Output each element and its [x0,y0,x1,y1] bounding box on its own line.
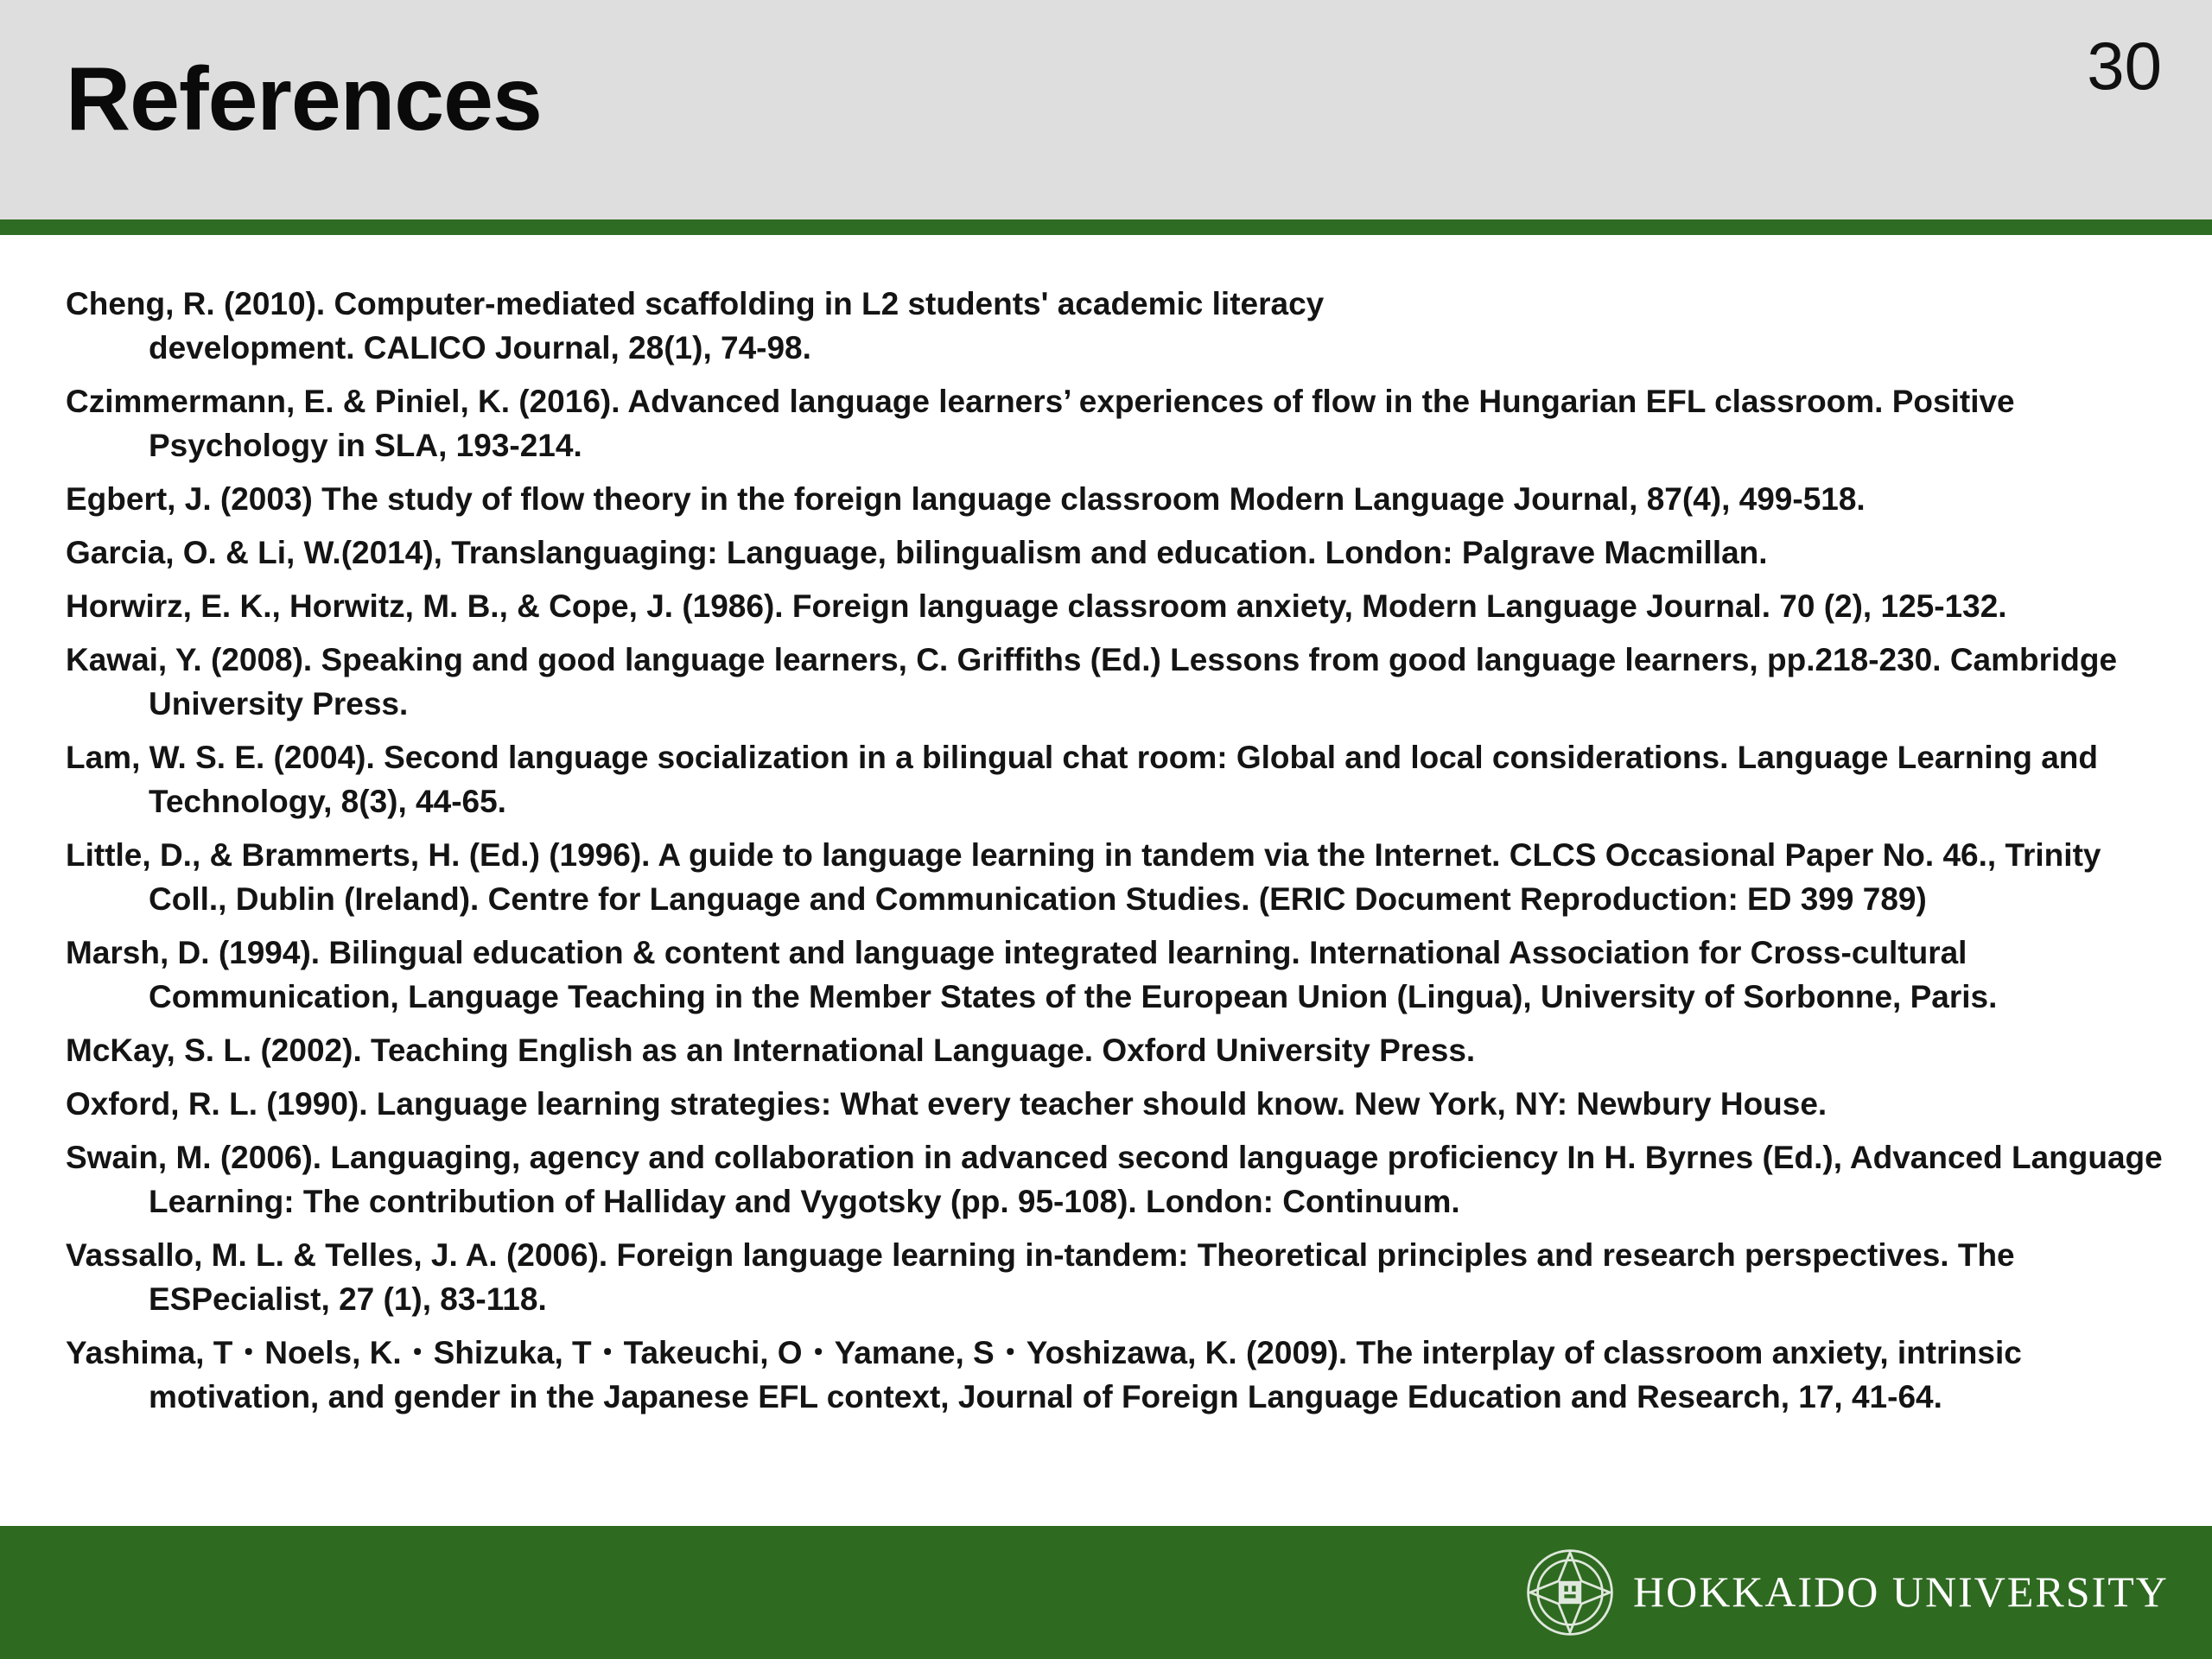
reference-item: Vassallo, M. L. & Telles, J. A. (2006). Foreign language learning in-tandem: Theoretical principles and research perspectives. The ESPecialist, 27 (1), 83-118. [66,1237,2015,1317]
reference-item: Egbert, J. (2003) The study of flow theory in the foreign language classroom Modern Language Journal, 87(4), 499-518. [66,481,1866,517]
page-title: References [66,49,542,149]
university-name: HOKKAIDO UNIVERSITY [1633,1567,2169,1616]
reference-item: Horwirz, E. K., Horwitz, M. B., & Cope, J. (1986). Foreign language classroom anxiety, Modern Language Journal. 70 (2), 125-132. [66,588,2007,624]
reference-item: Yashima, T・Noels, K.・Shizuka, T・Takeuchi, O・Yamane, S・Yoshizawa, K. (2009). The interplay of classroom anxiety, intrinsic motivation, and gender in the Japanese EFL context, Journal of Foreign Language Education and Research, 17, 41-64. [66,1335,2022,1414]
reference-item: Little, D., & Brammerts, H. (Ed.) (1996). A guide to language learning in tandem via the Internet. CLCS Occasional Paper No. 46., Trinity Coll., Dublin (Ireland). Centre for Language and Communication Studies. (ERIC Document Reproduction: ED 399 789) [66,837,2101,917]
reference-item: Oxford, R. L. (1990). Language learning strategies: What every teacher should know. New York, NY: Newbury House. [66,1086,1827,1122]
reference-item: Marsh, D. (1994). Bilingual education & content and language integrated learning. International Association for Cross-cultural Communication, Language Teaching in the Member States of the European Union (Lingua), University of Sorbonne, Paris. [66,935,1998,1014]
reference-item: Czimmermann, E. & Piniel, K. (2016). Advanced language learners’ experiences of flow in the Hungarian EFL classroom. Positive Psychology in SLA, 193-214. [66,384,2015,463]
reference-item: Kawai, Y. (2008). Speaking and good language learners, C. Griffiths (Ed.) Lessons from good language learners, pp.218-230. Cambridge University Press. [66,642,2118,721]
reference-item: McKay, S. L. (2002). Teaching English as an International Language. Oxford University Press. [66,1033,1476,1068]
header-divider [0,219,2212,235]
slide-header [0,0,2212,219]
reference-list [66,282,2174,1428]
page-number: 30 [2087,28,2162,104]
reference-item: Cheng, R. (2010). Computer-mediated scaffolding in L2 students' academic literacy development. CALICO Journal, 28(1), 74-98. [66,286,1325,365]
reference-item: Swain, M. (2006). Languaging, agency and collaboration in advanced second language proficiency In H. Byrnes (Ed.), Advanced Language Learning: The contribution of Halliday and Vygotsky (pp. 95-108). London: Continuum. [66,1140,2163,1219]
university-seal-icon [1522,1545,1618,1640]
reference-item: Lam, W. S. E. (2004). Second language socialization in a bilingual chat room: Global and local considerations. Language Learning and Technology, 8(3), 44-65. [66,740,2098,819]
reference-item: Garcia, O. & Li, W.(2014), Translanguaging: Language, bilingualism and education. London: Palgrave Macmillan. [66,535,1768,570]
